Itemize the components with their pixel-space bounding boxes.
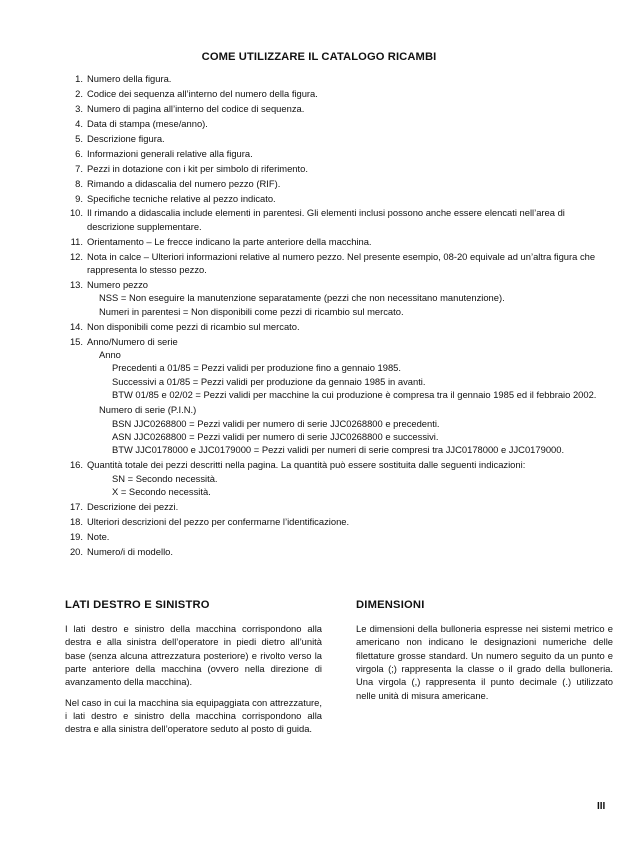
list-item — [65, 320, 610, 333]
anno-label: Anno — [99, 348, 121, 360]
list-item — [65, 87, 610, 100]
serie-line: ASN JJC0268800 = Pezzi validi per numero di serie JJC0268800 e successivi. — [112, 430, 439, 442]
list-item — [65, 250, 610, 277]
item-text: Rimando a didascalia del numero pezzo (RIF). — [87, 177, 281, 189]
item-text: Numero di pagina all’interno del codice di sequenza. — [87, 102, 305, 114]
anno-line: BTW 01/85 e 02/02 = Pezzi validi per macchine la cui produzione è compresa tra il gennaio 1985 ed il febbraio 2002. — [112, 388, 597, 400]
list-item — [65, 132, 610, 145]
item-number: 10. — [69, 207, 83, 219]
item-number: 2. — [75, 87, 83, 99]
list-item — [65, 206, 610, 233]
list-item — [65, 335, 610, 457]
list-item — [65, 192, 610, 205]
item-number: 14. — [69, 320, 83, 332]
item-number: 4. — [75, 117, 83, 129]
section-paragraph: I lati destro e sinistro della macchina corrispondono alla destra e alla sinistra dell’operatore in piedi dietro all’unità base (senza alcuna attrezzatura posteriore) e rivolto verso la parte anteriore della macchina (ovvero nella direzione di avanzamento della macchina). — [65, 622, 322, 688]
list-item — [65, 278, 610, 318]
list-item — [65, 177, 610, 190]
section-heading: LATI DESTRO E SINISTRO — [65, 599, 210, 611]
item13-note-nss: NSS = Non eseguire la manutenzione separatamente (pezzi che non necessitano manutenzione). — [99, 292, 505, 304]
item-number: 3. — [75, 102, 83, 114]
item-number: 1. — [75, 73, 83, 84]
item-text: Quantità totale dei pezzi descritti nella pagina. La quantità può essere sostituita dalle seguenti indicazioni: — [87, 459, 526, 471]
item-number: 8. — [75, 177, 83, 189]
list-item — [65, 162, 610, 175]
item13-note-parentheses: Numeri in parentesi = Non disponibili come pezzi di ricambio sul mercato. — [99, 305, 404, 317]
item-number: 13. — [69, 278, 83, 290]
page-number: III — [597, 801, 606, 812]
section-heading: DIMENSIONI — [356, 599, 425, 611]
item-text: Numero pezzo — [87, 278, 148, 290]
list-item — [65, 545, 610, 558]
item-text: Orientamento – Le frecce indicano la parte anteriore della macchina. — [87, 235, 372, 247]
item-number: 5. — [75, 132, 83, 144]
list-item — [65, 235, 610, 248]
item-text: Descrizione dei pezzi. — [87, 500, 179, 512]
item-text: Il rimando a didascalia include elementi in parentesi. Gli elementi inclusi possono anche essere elencati nell’area di descrizione supplementare. — [87, 207, 565, 232]
quantity-code-x: X = Secondo necessità. — [112, 485, 211, 497]
item-number: 17. — [69, 500, 83, 512]
item-text: Non disponibili come pezzi di ricambio sul mercato. — [87, 320, 300, 332]
item-text: Ulteriori descrizioni del pezzo per confermarne l’identificazione. — [87, 515, 350, 527]
list-item — [65, 458, 610, 498]
item-number: 7. — [75, 162, 83, 174]
item-number: 16. — [69, 459, 83, 471]
serie-line: BSN JJC0268800 = Pezzi validi per numero di serie JJC0268800 e precedenti. — [112, 417, 440, 429]
item-number: 11. — [70, 235, 83, 247]
item-number: 12. — [69, 250, 83, 262]
item-text: Anno/Numero di serie — [87, 335, 178, 347]
anno-line: Successivi a 01/85 = Pezzi validi per produzione da gennaio 1985 in avanti. — [112, 375, 426, 387]
section-paragraph: Le dimensioni della bulloneria espresse nei sistemi metrico e americano non indicano le designazioni numeriche delle filettature grosse standard. Un numero seguito da un punto e virgola (;) rappresenta la classe o il grado della bulloneria. Una virgola (,) rappresenta il punto decimale (.) utilizzato nelle unità di misura americane. — [356, 622, 613, 701]
list-item — [65, 72, 610, 85]
page-title: COME UTILIZZARE IL CATALOGO RICAMBI — [201, 51, 437, 63]
section-left-right-sides — [65, 598, 322, 743]
quantity-code-sn: SN = Secondo necessità. — [112, 472, 218, 484]
anno-line: Precedenti a 01/85 = Pezzi validi per produzione fino a gennaio 1985. — [112, 362, 402, 374]
item-number: 19. — [69, 530, 83, 542]
list-item — [65, 147, 610, 160]
instruction-list — [65, 72, 610, 560]
item-text: Data di stampa (mese/anno). — [87, 117, 208, 129]
list-item — [65, 102, 610, 115]
list-item — [65, 117, 610, 130]
item-number: 6. — [75, 147, 83, 159]
item-text: Nota in calce – Ulteriori informazioni relative al numero pezzo. Nel presente esempio, 08-20 equivale ad un’altra figura che rappresenta lo stesso pezzo. — [87, 250, 596, 275]
item-text: Numero/i di modello. — [87, 545, 173, 557]
item-number: 20. — [69, 545, 83, 557]
item-text: Numero della figura. — [87, 73, 172, 84]
item-text: Descrizione figura. — [87, 132, 165, 144]
item-number: 15. — [69, 335, 83, 347]
item-text: Informazioni generali relative alla figura. — [87, 147, 253, 159]
list-item — [65, 500, 610, 513]
item-text: Specifiche tecniche relative al pezzo indicato. — [87, 192, 276, 204]
serie-label: Numero di serie (P.I.N.) — [99, 404, 197, 416]
list-item — [65, 515, 610, 528]
list-item — [65, 530, 610, 543]
item-text: Pezzi in dotazione con i kit per simbolo di riferimento. — [87, 162, 308, 174]
section-dimensions — [356, 598, 613, 709]
serie-line: BTW JJC0178000 e JJC0179000 = Pezzi validi per numeri di serie compresi tra JJC0178000 e JJC0179000. — [112, 444, 565, 456]
section-paragraph: Nel caso in cui la macchina sia equipaggiata con attrezzature, i lati destro e sinistro della macchina corrispondono alla destra e alla sinistra dell’operatore seduto al posto di guida. — [65, 696, 322, 735]
item-text: Codice dei sequenza all’interno del numero della figura. — [87, 87, 318, 99]
item-number: 18. — [69, 515, 83, 527]
item-text: Note. — [87, 530, 110, 542]
item-number: 9. — [75, 192, 83, 204]
